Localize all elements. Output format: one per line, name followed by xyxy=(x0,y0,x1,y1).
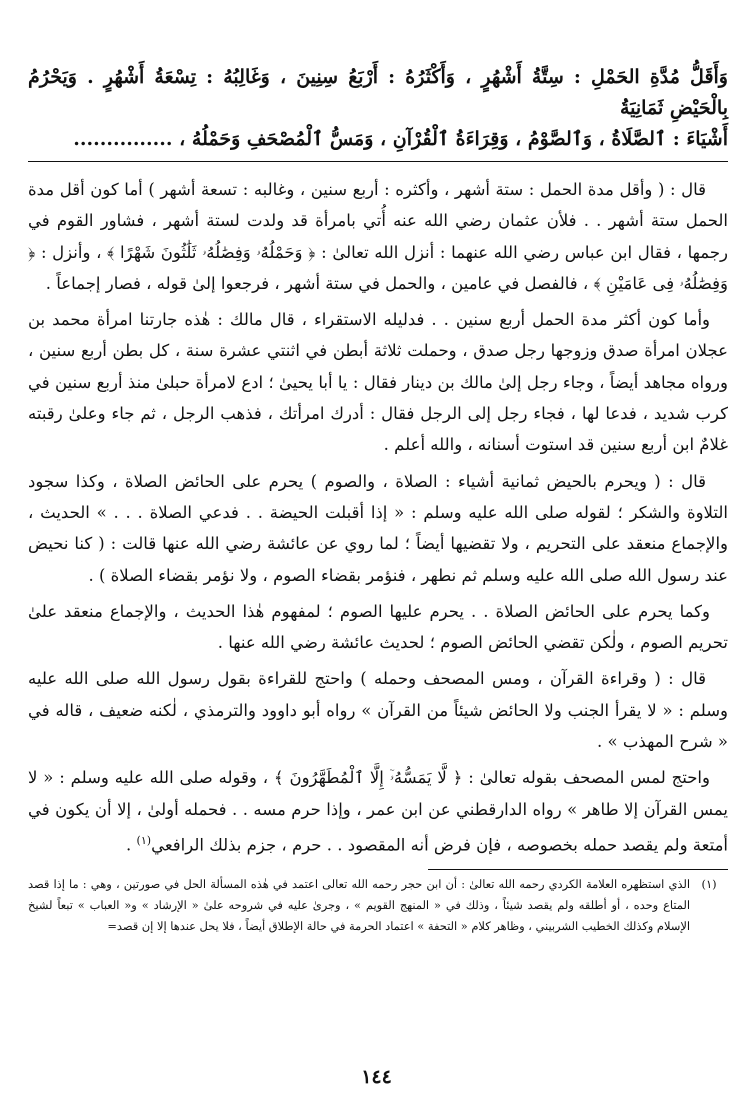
matn-text xyxy=(28,62,728,155)
sharh-paragraph-1: قال : ( وأقل مدة الحمل : ستة أشهر ، وأكثره : أربع سنين ، وغالبه : تسعة أشهر ) أما كون أقل مدة الحمل ستة أشهر . . فلأن عثمان رضي الله عنه أُتي بامرأة قد ولدت لستة أشهر ، فشاور القوم في رجمها ، فقال ابن عباس رضي الله عنهما : أنزل الله تعالىٰ : ﴿ وَحَمْلُهُۥ وَفِصَٰلُهُۥ ثَلَٰثُونَ شَهْرًا ﴾ ، وأنزل : ﴿ وَفِصَٰلُهُۥ فِى عَامَيْنِ ﴾ ، فالفصل في عامين ، والحمل في ستة أشهر ، فرجعوا إلىٰ قوله ، فصار إجماعاً . xyxy=(28,180,728,293)
matn-line-1: وَأَقَلُّ مُدَّةِ الحَمْلِ : سِتَّةُ أَشْهُرٍ ، وَأَكْثَرُهُ : أَرْبَعُ سِنِينَ ، وَغَالِبُهُ : تِسْعَةُ أَشْهُرٍ . وَيَحْرُمُ بِالْحَيْضِ ثَمَانِيَةُ xyxy=(28,66,728,119)
matn-dots: ............... xyxy=(73,128,173,150)
footnote-separator xyxy=(428,869,728,870)
page-content xyxy=(28,62,728,937)
sharh-paragraph-3: قال : ( ويحرم بالحيض ثمانية أشياء : الصلاة ، والصوم ) يحرم على الحائض الصلاة ، وكذا سجود التلاوة والشكر ؛ لقوله صلى الله عليه وسلم : « إذا أقبلت الحيضة . . فدعي الصلاة . . . » الحديث ، والإجماع منعقد على التحريم ، ولا تقضيها أيضاً ؛ لما روي عن عائشة رضي الله عنها قالت : ( كنا نحيض عند رسول الله صلى الله عليه وسلم ثم نطهر ، فنؤمر بقضاء الصوم ، ولا نؤمر بقضاء الصلاة ) . xyxy=(28,471,728,585)
footnote-number: (١) xyxy=(701,876,717,891)
sharh-paragraph-6-text: واحتج لمس المصحف بقوله تعالىٰ : ﴿ لَّا يَمَسُّهُۥٓ إِلَّا ٱلْمُطَهَّرُونَ ﴾ ، وقوله صلى الله عليه وسلم : « لا يمس القرآن إلا طاهر » رواه الدارقطني عن ابن عمر ، وإذا حرم مسه . . فحمله أولىٰ ، إلا أن يكون في أمتعة ولم يقصد حمله بخصوصه ، فإن فرض أنه المقصود . . حرم ، جزم بذلك الرافعي xyxy=(28,768,728,855)
sharh-paragraph-4: وكما يحرم على الحائض الصلاة . . يحرم عليها الصوم ؛ لمفهوم هٰذا الحديث ، والإجماع منعقد علىٰ تحريم الصوم ، ولٰكن تقضي الحائض الصوم ؛ لحديث عائشة رضي الله عنها . xyxy=(28,601,728,653)
sharh-paragraph-2: وأما كون أكثر مدة الحمل أربع سنين . . فدليله الاستقراء ، قال مالك : هٰذه جارتنا امرأة محمد بن عجلان امرأة صدق وزوجها رجل صدق ، وحملت ثلاثة أبطن في اثنتي عشرة سنة ، كل بطن أربع سنين ، ورواه مجاهد أيضاً ، وجاء رجل إلىٰ مالك بن دينار فقال : يا أبا يحيىٰ ؛ ادع لامرأة حبلىٰ منذ أربع سنين في كرب شديد ، فدعا لها ، فجاء رجل إلى الرجل فقال : أدرك امرأتك ، فذهب الرجل ، ثم جاء وعلىٰ رقبته غلامٌ ابن أربع سنين قد استوت أسنانه ، والله أعلم . xyxy=(28,310,728,455)
sharh-paragraph-6 xyxy=(28,762,728,860)
sharh-commentary xyxy=(28,174,728,861)
footnote-text: الذي استظهره العلامة الكردي رحمه الله تعالىٰ : أن ابن حجر رحمه الله تعالى اعتمد في هٰذه المسألة الحل في صورتين ، وهي : ما إذا قصد المتاع وحده ، أو أطلقه ولم يقصد شيئاً ، وذلك في « المنهج القويم » ، وجرىٰ عليه في شروحه علىٰ « الإرشاد » و« العباب » تبعاً لشيخ الإسلام وكذلك الخطيب الشربيني ، وظاهر كلام « التحفة » اعتماد الحرمة في حالة الإطلاق أيضاً ، فلا يحل عندها إلا إن قصد= xyxy=(28,876,690,933)
matn-separator xyxy=(28,161,728,162)
footnote-marker[interactable]: (١) xyxy=(136,833,152,847)
sharh-paragraph-5: قال : ( وقراءة القرآن ، ومس المصحف وحمله ) واحتج للقراءة بقول رسول الله صلى الله عليه وسلم : « لا يقرأ الجنب ولا الحائض شيئاً من القرآن » رواه أبو داوود والترمذي ، لٰكنه ضعيف ، قاله في « شرح المهذب » . xyxy=(28,669,728,752)
footnote xyxy=(28,874,728,937)
matn-line-2 xyxy=(28,124,728,155)
sharh-paragraph-6-end: . xyxy=(126,835,137,855)
page-number: ١٤٤ xyxy=(361,1066,392,1088)
matn-line-2-text: أَشْيَاءَ : ٱلصَّلَاةُ ، وَٱلصَّوْمُ ، وَقِرَاءَةُ ٱلْقُرْآنِ ، وَمَسُّ ٱلْمُصْحَفِ وَحَمْلُهُ ، xyxy=(179,128,728,150)
